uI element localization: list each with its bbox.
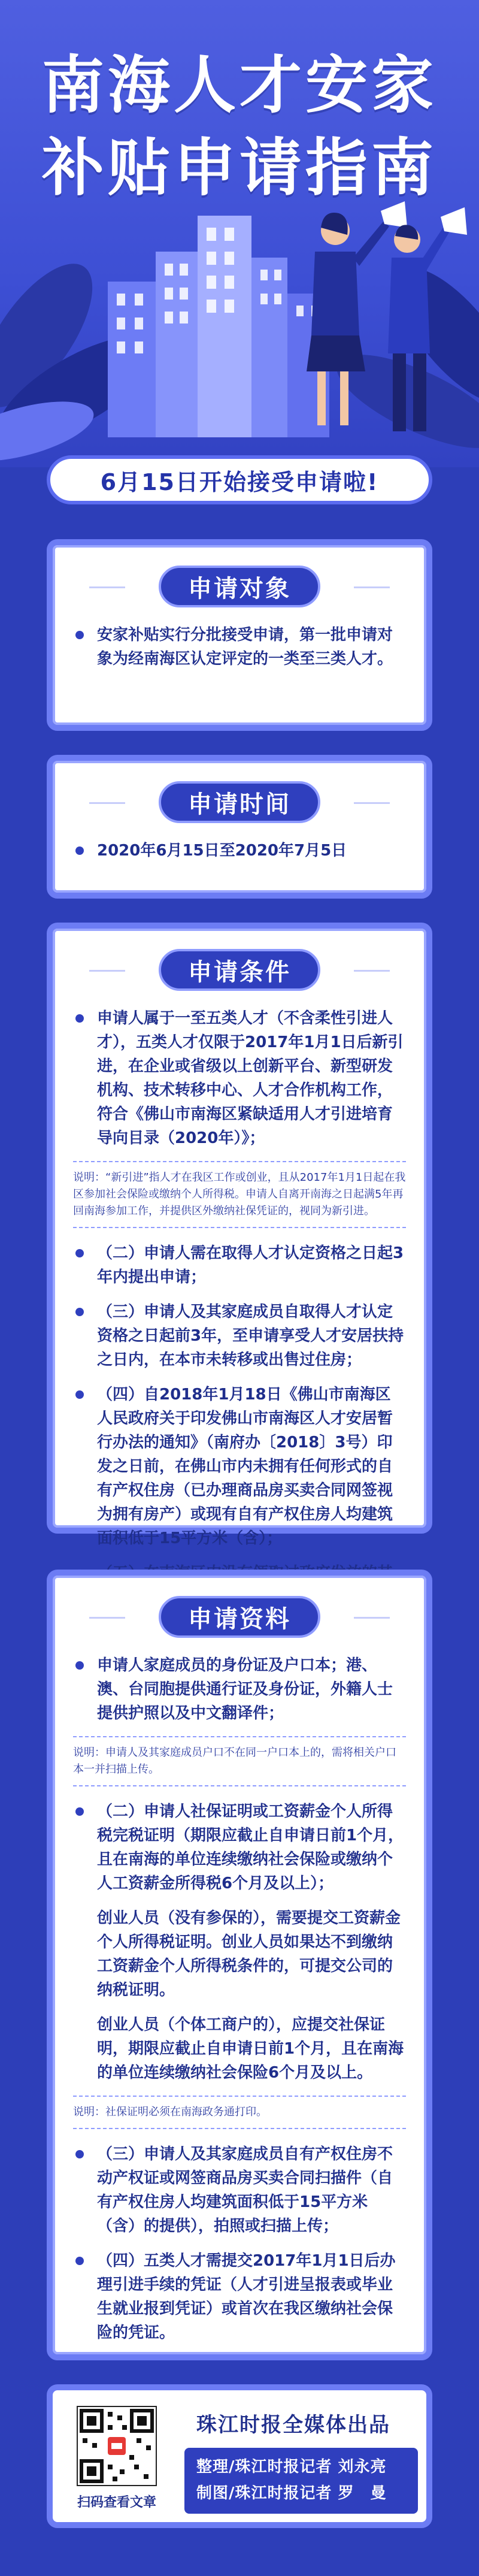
section-heading-label: 申请资料 bbox=[188, 1605, 291, 1633]
material-para-2: 创业人员（个体工商户的），应提交社保证明，期限应截止自申请日前1个月，且在南海的单位连续缴纳社会保险6个月及以上。 bbox=[97, 2016, 404, 2082]
section-heading-label: 申请条件 bbox=[188, 958, 291, 986]
condition-item-4: （四）自2018年1月18日《佛山市南海区人民政府关于印发佛山市南海区人才安居暂行办法的通知》（南府办〔2018〕3号）印发之日前，在佛山市内未拥有任何形式的自有产权住房（已办理商品房买卖合同网签视为拥有房产）或现有自有产权住房人均建筑面积低于15平方米（含）； bbox=[73, 1383, 406, 1550]
footer-title: 珠江时报全媒体出品 bbox=[196, 2413, 390, 2437]
qr-label: 扫码查看文章 bbox=[77, 2495, 156, 2510]
qr-code[interactable] bbox=[77, 2406, 157, 2486]
section-target bbox=[47, 539, 432, 731]
section-heading bbox=[159, 949, 320, 991]
section-heading-label: 申请对象 bbox=[188, 575, 291, 603]
section-heading bbox=[159, 566, 320, 607]
time-item: 2020年6月15日至2020年7月5日 bbox=[73, 839, 406, 863]
section-heading bbox=[159, 1596, 320, 1638]
section-materials bbox=[47, 1570, 432, 2360]
credits bbox=[184, 2448, 418, 2514]
section-heading-label: 申请时间 bbox=[188, 790, 291, 818]
target-item: 安家补贴实行分批接受申请，第一批申请对象为经南海区认定评定的一类至三类人才。 bbox=[73, 623, 406, 671]
condition-item-3: （三）申请人及其家庭成员自取得人才认定资格之日起前3年，至申请享受人才安居扶持之日内，在本市未转移或出售过住房； bbox=[73, 1300, 406, 1372]
start-date-banner: 6月15日开始接受申请啦! bbox=[47, 455, 432, 504]
hero-title-line2: 补贴申请指南 bbox=[41, 131, 437, 204]
credit-editor: 整理/珠江时报记者 刘永亮 bbox=[196, 2458, 387, 2476]
credit-designer: 制图/珠江时报记者 罗 曼 bbox=[196, 2484, 387, 2502]
material-para-1: 创业人员（没有参保的），需要提交工资薪金个人所得税证明。创业人员如果达不到缴纳工资薪金个人所得税条件的，可提交公司的纳税证明。 bbox=[97, 1909, 401, 1999]
hero-title-line1: 南海人才安家 bbox=[41, 49, 437, 122]
section-heading bbox=[159, 781, 320, 823]
material-note-2: 说明：社保证明必须在南海政务通打印。 bbox=[73, 2096, 406, 2129]
material-item-3: （三）申请人及其家庭成员自有产权住房不动产权证或网签商品房买卖合同扫描件（自有产权住房人均建筑面积低于15平方米（含）的提供），拍照或扫描上传； bbox=[73, 2142, 406, 2238]
condition-item-1: 申请人属于一至五类人才（不含柔性引进人才），五类人才仅限于2017年1月1日后新引进，在企业或省级以上创新平台、新型研发机构、技术转移中心、人才合作机构工作，符合《佛山市南海区紧缺适用人才引进培育导向目录（2020年）》； bbox=[73, 1006, 406, 1150]
material-item-4: （四）五类人才需提交2017年1月1日后办理引进手续的凭证（人才引进呈报表或毕业生就业报到凭证）或首次在我区缴纳社会保险的凭证。 bbox=[73, 2249, 406, 2345]
condition-note: 说明：“新引进”指人才在我区工作或创业，且从2017年1月1日起在我区参加社会保险或缴纳个人所得税。申请人自离开南海之日起满5年再回南海参加工作，并提供区外缴纳社保凭证的，视同为新引进。 bbox=[73, 1161, 406, 1228]
hero-banner bbox=[0, 0, 479, 467]
material-item-1: 申请人家庭成员的身份证及户口本；港、澳、台同胞提供通行证及身份证，外籍人士提供护照以及中文翻译件； bbox=[73, 1653, 406, 1725]
section-time bbox=[47, 755, 432, 899]
qr-code-icon bbox=[78, 2407, 156, 2485]
material-note-1: 说明：申请人及其家庭成员户口不在同一户口本上的，需将相关户口本一并扫描上传。 bbox=[73, 1736, 406, 1786]
condition-item-2: （二）申请人需在取得人才认定资格之日起3年内提出申请； bbox=[73, 1241, 406, 1289]
footer-card bbox=[47, 2384, 432, 2528]
section-conditions bbox=[47, 923, 432, 1547]
material-item-2: （二）申请人社保证明或工资薪金个人所得税完税证明（期限应截止自申请日前1个月，且在南海的单位连续缴纳社会保险或缴纳个人工资薪金所得税6个月及以上）； bbox=[73, 1800, 406, 1895]
